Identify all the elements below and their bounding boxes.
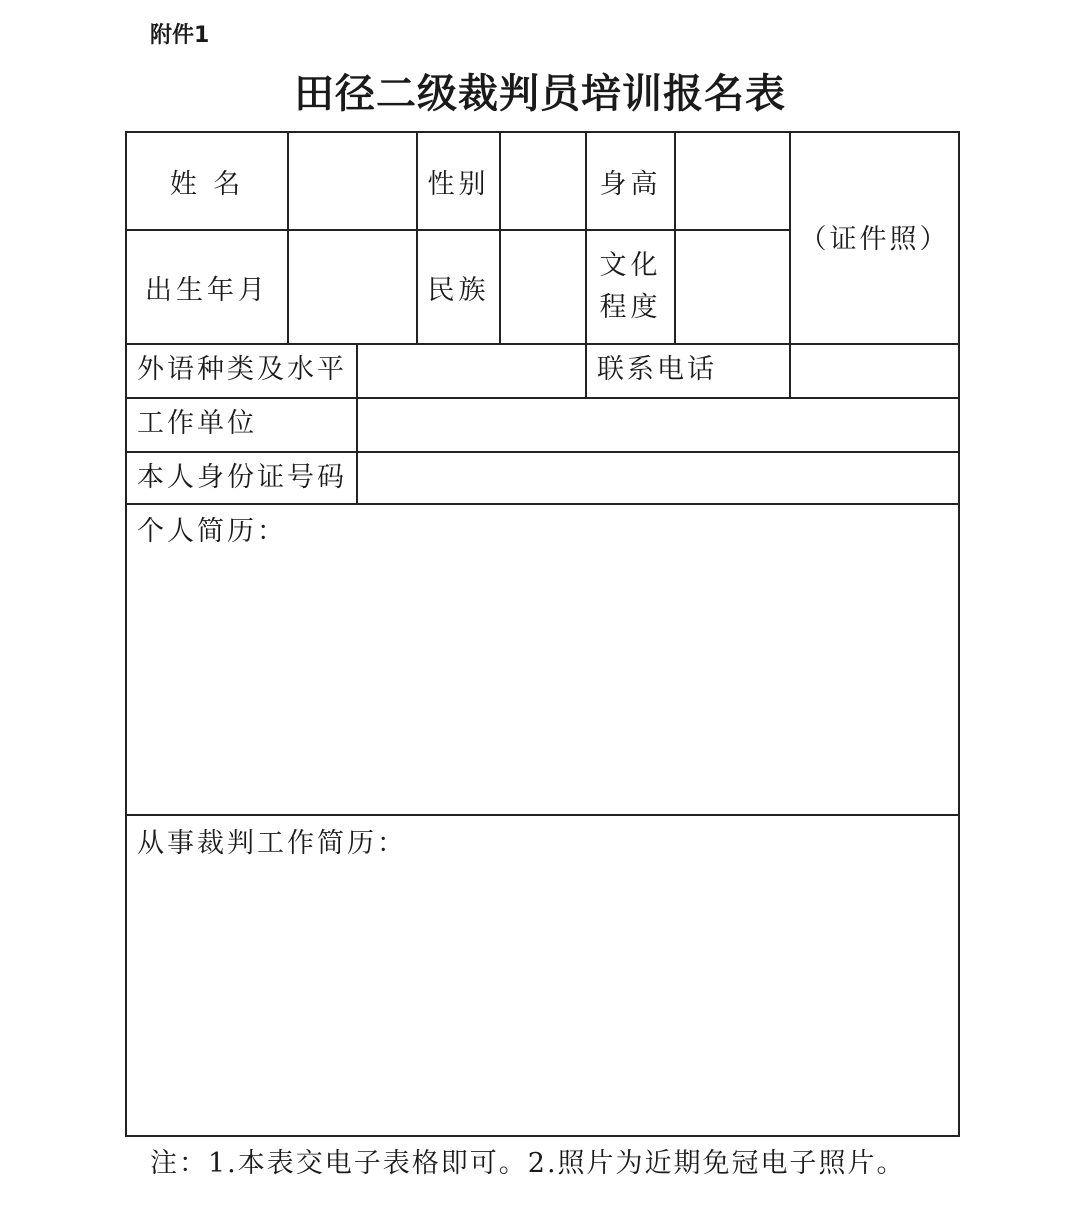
id-number-input[interactable]	[358, 453, 958, 503]
name-label: 姓 名	[169, 168, 245, 200]
footnote: 注：1.本表交电子表格即可。2.照片为近期免冠电子照片。	[150, 1148, 906, 1179]
id-number-label: 本人身份证号码	[137, 462, 347, 493]
ethnicity-label: 民族	[427, 274, 490, 306]
gender-label: 性别	[427, 168, 490, 200]
employer-label: 工作单位	[137, 408, 257, 439]
language-label: 外语种类及水平	[137, 354, 347, 385]
education-label-line2: 程度	[599, 292, 662, 323]
birth-label: 出生年月	[145, 274, 269, 306]
resume-textarea[interactable]	[127, 553, 958, 813]
birth-input[interactable]	[289, 231, 416, 343]
phone-label: 联系电话	[597, 354, 717, 385]
height-input[interactable]	[676, 133, 789, 229]
photo-placeholder[interactable]: （证件照）	[799, 224, 950, 255]
education-input[interactable]	[676, 231, 789, 343]
gender-input[interactable]	[501, 133, 585, 229]
row-divider	[127, 814, 958, 816]
referee-history-label: 从事裁判工作简历：	[137, 828, 407, 859]
resume-label: 个人简历：	[137, 516, 287, 547]
education-label-line1: 文化	[599, 250, 662, 281]
education-label	[587, 231, 674, 343]
language-input[interactable]	[358, 345, 585, 397]
height-label: 身高	[599, 168, 662, 200]
form-title: 田径二级裁判员培训报名表	[294, 70, 786, 117]
phone-input[interactable]	[791, 345, 958, 397]
row-divider	[127, 503, 958, 505]
registration-form-table	[125, 131, 960, 1137]
employer-input[interactable]	[358, 399, 958, 451]
ethnicity-input[interactable]	[501, 231, 585, 343]
name-input[interactable]	[289, 133, 416, 229]
attachment-label: 附件1	[150, 23, 210, 48]
referee-history-textarea[interactable]	[127, 863, 958, 1133]
